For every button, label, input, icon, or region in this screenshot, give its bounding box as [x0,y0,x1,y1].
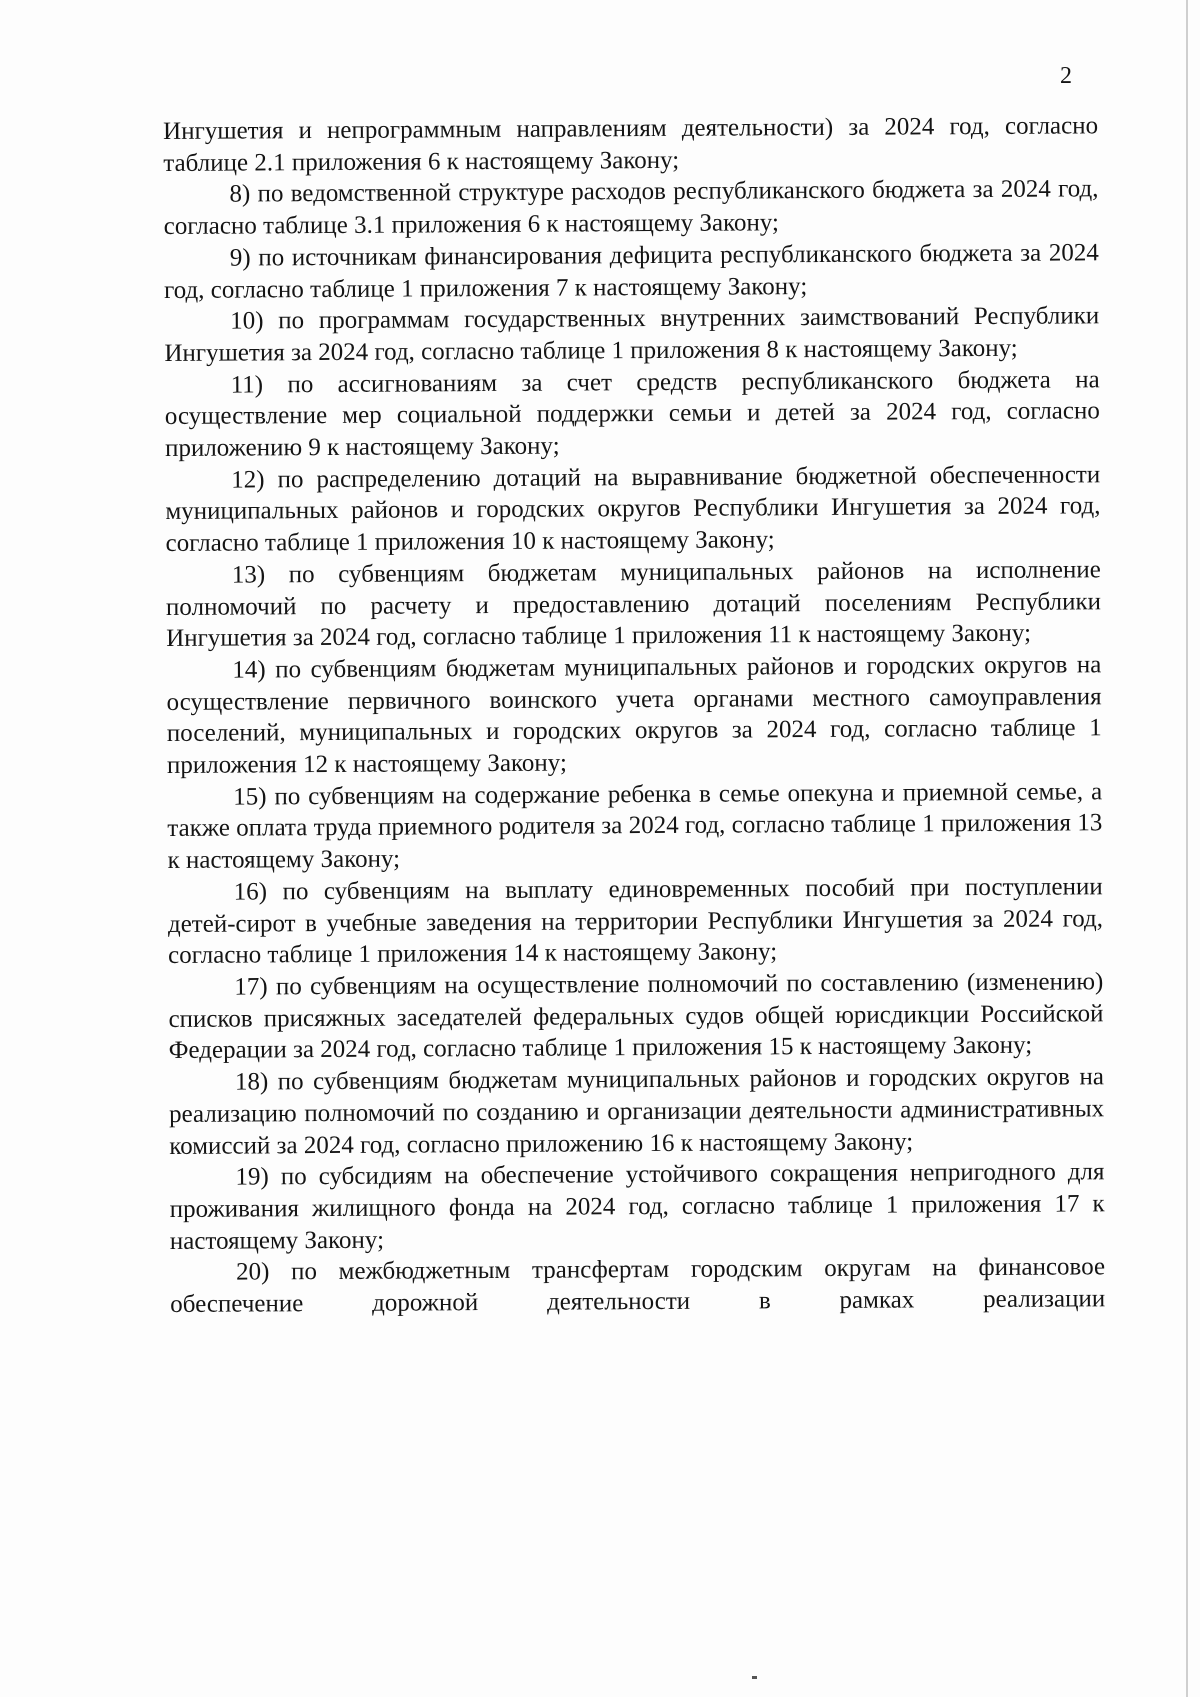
paragraph-item-8: 8) по ведомственной структуре расходов республиканского бюджета за 2024 год, согласно таблице 3.1 приложения 6 к настоящему Закону; [163,175,1099,241]
paragraph-item-15: 15) по субвенциям на содержание ребенка в семье опекуна и приемной семье, а также оплата труда приемного родителя за 2024 год, согласно таблице 1 приложения 13 к настоящему Закону; [167,778,1103,875]
paragraph-item-19: 19) по субсидиям на обеспечение устойчивого сокращения непригодного для проживания жилищного фонда на 2024 год, согласно таблице 1 приложения 17 к настоящему Закону; [169,1158,1105,1255]
paragraph-item-9: 9) по источникам финансирования дефицита республиканского бюджета за 2024 год, согласно таблице 1 приложения 7 к настоящему Закону; [163,239,1099,304]
paragraph-item-18: 18) по субвенциям бюджетам муниципальных районов и городских округов на реализацию полномочий по созданию и организации деятельности административных комиссий за 2024 год, согласно приложению 16 к настоящему Закону; [169,1063,1105,1160]
paragraph-item-10: 10) по программам государственных внутренних заимствований Республики Ингушетия за 2024 год, согласно таблице 1 приложения 8 к настоящему Закону; [164,302,1100,367]
page-number: 2 [1060,63,1072,89]
paragraph-continuation: Ингушетия и непрограммным направлениям деятельности) за 2024 год, согласно таблице 2.1 приложения 6 к настоящему Закону; [163,112,1099,177]
paragraph-item-20: 20) по межбюджетным трансфертам городским округам на финансовое обеспечение дорожной деятельности в рамках реализации [170,1253,1106,1318]
paragraph-item-16: 16) по субвенциям на выплату единовременных пособий при поступлении детей-сирот в учебные заведения на территории Республики Ингушетия за 2024 год, согласно таблице 1 приложения 14 к настоящему Закону; [167,873,1104,970]
paragraph-item-17: 17) по субвенциям на осуществление полномочий по составлению (изменению) списков присяжных заседателей федеральных судов общей юрисдикции Российской Федерации за 2024 год, согласно таблице 1 приложения 15 к настоящему Закону; [168,968,1104,1065]
scan-speck [752,1676,757,1679]
paragraph-item-13: 13) по субвенциям бюджетам муниципальных районов на исполнение полномочий по расчету и предоставлению дотаций поселениям Республики Ингушетия за 2024 год, согласно таблице 1 приложения 11 к настоящему Закону; [165,556,1102,653]
scan-edge-line [1186,0,1188,1697]
paragraph-item-11: 11) по ассигнованиям за счет средств республиканского бюджета на осуществление мер социальной поддержки семьи и детей за 2024 год, согласно приложению 9 к настоящему Закону; [164,365,1100,463]
document-body [163,110,1105,1320]
paragraph-item-14: 14) по субвенциям бюджетам муниципальных районов и городских округов на осуществление первичного воинского учета органами местного самоуправления поселений, муниципальных и городских округов за 2024 год, согласно таблице 1 приложения 12 к настоящему Закону; [166,651,1102,780]
paragraph-item-12: 12) по распределению дотаций на выравнивание бюджетной обеспеченности муниципальных районов и городских округов Республики Ингушетия за 2024 год, согласно таблице 1 приложения 10 к настоящему Закону; [165,461,1101,558]
